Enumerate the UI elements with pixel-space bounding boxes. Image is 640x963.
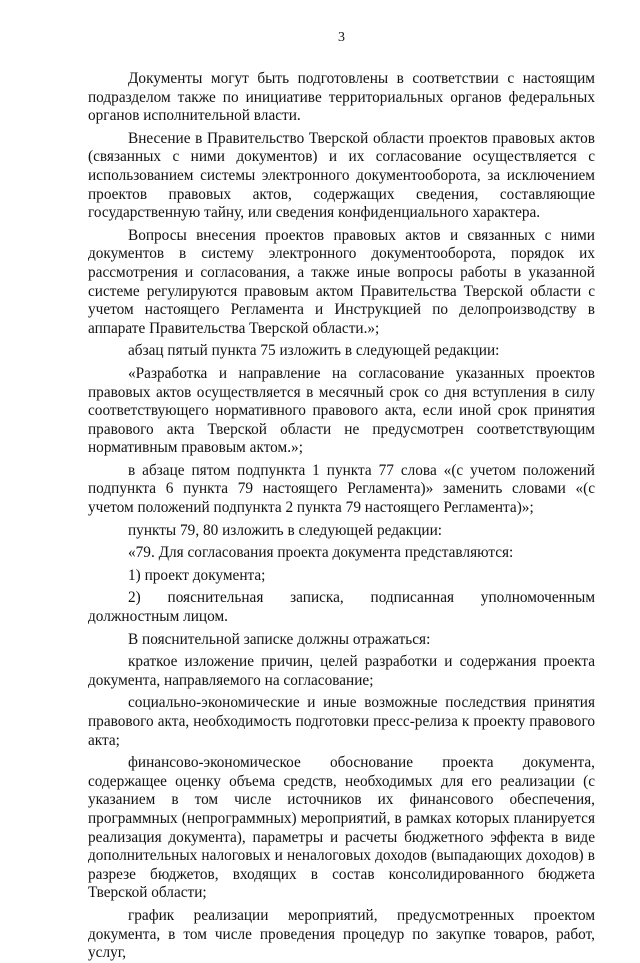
paragraph: пункты 79, 80 изложить в следующей редакции:	[128, 521, 443, 539]
paragraph: Вопросы внесения проектов правовых актов и связанных с ними документов в систему электронного документооборота, порядок их рассмотрения и согласования, а также иные вопросы работы в указанной системе регулируются правовым актом Правительства Тверской области с учетом настоящего Регламента и Инструкцией по делопроизводству в аппарате Правительства Тверской области.»;	[88, 226, 595, 337]
document-body	[88, 70, 595, 963]
paragraph: Документы могут быть подготовлены в соответствии с настоящим подразделом также по инициативе территориальных органов федеральных органов исполнительной власти.	[88, 70, 595, 125]
paragraph: финансово-экономическое обоснование проекта документа, содержащее оценку объема средств, необходимых для его реализации (с указанием в том числе источников их финансового обеспечения, программных (непрограммных) мероприятий, в рамках которых планируется реализация документа), параметры и расчеты бюджетного эффекта в виде дополнительных налоговых и неналоговых доходов (выпадающих доходов) в разрезе бюджетов, входящих в состав консолидированного бюджета Тверской области;	[88, 754, 595, 902]
paragraph: абзац пятый пункта 75 изложить в следующей редакции:	[128, 342, 500, 360]
paragraph: в абзаце пятом подпункта 1 пункта 77 слова «(с учетом положений подпункта 6 пункта 79 настоящего Регламента)» заменить словами «(с учетом положений подпункта 2 пункта 79 настоящего Регламента)»;	[88, 461, 595, 517]
paragraph: «Разработка и направление на согласование указанных проектов правовых актов осуществляется в месячный срок со дня вступления в силу соответствующего нормативного правового акта, если иной срок принятия правового акта Тверской области не предусмотрен соответствующим нормативным правовым актом.»;	[88, 364, 595, 457]
paragraph: социально-экономические и иные возможные последствия принятия правового акта, необходимость подготовки пресс-релиза к проекту правового акта;	[88, 694, 595, 749]
paragraph: Внесение в Правительство Тверской области проектов правовых актов (связанных с ними документов) и их согласование осуществляется с использованием системы электронного документооборота, за исключением проектов правовых актов, содержащих сведения, составляющие государственную тайну, или сведения конфиденциального характера.	[88, 129, 595, 222]
paragraph: В пояснительной записке должны отражаться:	[128, 630, 431, 648]
paragraph: «79. Для согласования проекта документа представляются:	[128, 544, 514, 562]
paragraph: краткое изложение причин, целей разработки и содержания проекта документа, направляемого на согласование;	[88, 653, 595, 689]
paragraph: 2) пояснительная записка, подписанная уполномоченным должностным лицом.	[88, 589, 595, 626]
page-number: 3	[338, 30, 345, 45]
paragraph: 1) проект документа;	[128, 566, 266, 584]
paragraph: график реализации мероприятий, предусмотренных проектом документа, в том числе проведения процедур по закупке товаров, работ, услуг,	[88, 906, 595, 962]
